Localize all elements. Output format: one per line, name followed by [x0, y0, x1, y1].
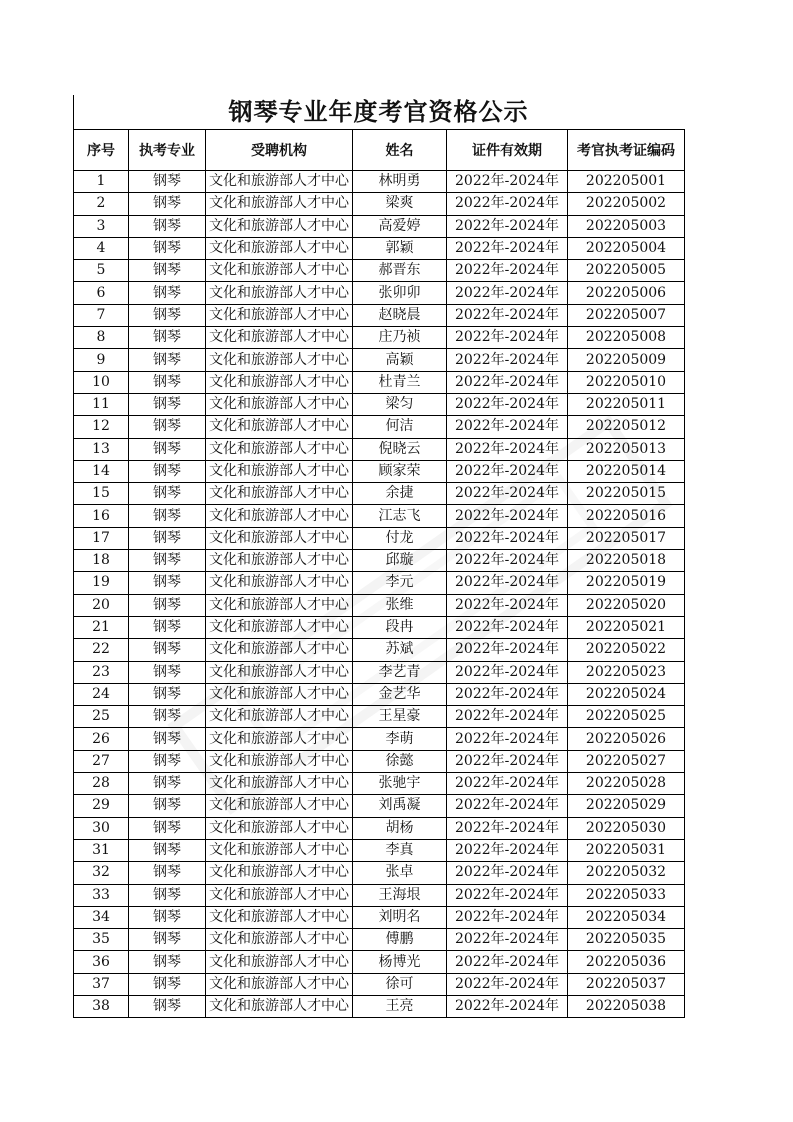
cell-major: 钢琴 [129, 750, 206, 772]
cell-organization: 文化和旅游部人才中心 [206, 438, 353, 460]
cell-organization: 文化和旅游部人才中心 [206, 215, 353, 237]
cell-validity: 2022年-2024年 [447, 951, 568, 973]
cell-major: 钢琴 [129, 460, 206, 482]
table-row [74, 951, 685, 973]
cell-serial: 32 [74, 862, 129, 884]
cell-name: 李萌 [353, 728, 447, 750]
cell-name: 江志飞 [353, 505, 447, 527]
cell-major: 钢琴 [129, 393, 206, 415]
cell-certificate-code: 202205026 [568, 728, 685, 750]
cell-organization: 文化和旅游部人才中心 [206, 795, 353, 817]
cell-serial: 26 [74, 728, 129, 750]
table-row [74, 773, 685, 795]
cell-name: 林明勇 [353, 171, 447, 193]
cell-name: 高爱婷 [353, 215, 447, 237]
cell-validity: 2022年-2024年 [447, 661, 568, 683]
cell-organization: 文化和旅游部人才中心 [206, 237, 353, 259]
table-row [74, 505, 685, 527]
cell-validity: 2022年-2024年 [447, 193, 568, 215]
table-row [74, 906, 685, 928]
cell-certificate-code: 202205020 [568, 594, 685, 616]
cell-validity: 2022年-2024年 [447, 906, 568, 928]
cell-major: 钢琴 [129, 193, 206, 215]
cell-major: 钢琴 [129, 438, 206, 460]
cell-serial: 36 [74, 951, 129, 973]
cell-name: 高颖 [353, 349, 447, 371]
cell-serial: 4 [74, 237, 129, 259]
cell-major: 钢琴 [129, 839, 206, 861]
cell-validity: 2022年-2024年 [447, 349, 568, 371]
cell-serial: 21 [74, 616, 129, 638]
cell-serial: 18 [74, 550, 129, 572]
cell-organization: 文化和旅游部人才中心 [206, 639, 353, 661]
cell-validity: 2022年-2024年 [447, 839, 568, 861]
cell-validity: 2022年-2024年 [447, 594, 568, 616]
table-row [74, 750, 685, 772]
table-row [74, 171, 685, 193]
cell-validity: 2022年-2024年 [447, 973, 568, 995]
table-row [74, 572, 685, 594]
table-row [74, 393, 685, 415]
cell-organization: 文化和旅游部人才中心 [206, 393, 353, 415]
cell-certificate-code: 202205013 [568, 438, 685, 460]
cell-serial: 30 [74, 817, 129, 839]
cell-serial: 28 [74, 773, 129, 795]
cell-certificate-code: 202205009 [568, 349, 685, 371]
table-row [74, 728, 685, 750]
cell-organization: 文化和旅游部人才中心 [206, 862, 353, 884]
cell-serial: 33 [74, 884, 129, 906]
cell-serial: 16 [74, 505, 129, 527]
cell-validity: 2022年-2024年 [447, 215, 568, 237]
header-serial: 序号 [74, 130, 129, 171]
cell-major: 钢琴 [129, 260, 206, 282]
cell-certificate-code: 202205029 [568, 795, 685, 817]
table-row [74, 371, 685, 393]
cell-name: 张驰宇 [353, 773, 447, 795]
cell-certificate-code: 202205035 [568, 929, 685, 951]
table-row [74, 616, 685, 638]
cell-name: 王海垠 [353, 884, 447, 906]
cell-validity: 2022年-2024年 [447, 371, 568, 393]
cell-certificate-code: 202205025 [568, 706, 685, 728]
cell-validity: 2022年-2024年 [447, 237, 568, 259]
cell-name: 王亮 [353, 995, 447, 1017]
cell-validity: 2022年-2024年 [447, 527, 568, 549]
cell-major: 钢琴 [129, 505, 206, 527]
cell-validity: 2022年-2024年 [447, 817, 568, 839]
cell-validity: 2022年-2024年 [447, 995, 568, 1017]
cell-major: 钢琴 [129, 304, 206, 326]
cell-organization: 文化和旅游部人才中心 [206, 973, 353, 995]
cell-name: 徐可 [353, 973, 447, 995]
cell-major: 钢琴 [129, 416, 206, 438]
cell-certificate-code: 202205037 [568, 973, 685, 995]
table-header-row [74, 130, 685, 171]
cell-major: 钢琴 [129, 929, 206, 951]
cell-name: 傅鹏 [353, 929, 447, 951]
cell-major: 钢琴 [129, 616, 206, 638]
cell-certificate-code: 202205003 [568, 215, 685, 237]
cell-organization: 文化和旅游部人才中心 [206, 929, 353, 951]
cell-serial: 29 [74, 795, 129, 817]
table-row [74, 884, 685, 906]
cell-serial: 37 [74, 973, 129, 995]
table-row [74, 304, 685, 326]
cell-organization: 文化和旅游部人才中心 [206, 505, 353, 527]
cell-validity: 2022年-2024年 [447, 460, 568, 482]
cell-name: 张卓 [353, 862, 447, 884]
cell-certificate-code: 202205034 [568, 906, 685, 928]
cell-major: 钢琴 [129, 817, 206, 839]
cell-validity: 2022年-2024年 [447, 750, 568, 772]
table-row [74, 639, 685, 661]
table-row [74, 795, 685, 817]
table-row [74, 527, 685, 549]
cell-validity: 2022年-2024年 [447, 393, 568, 415]
cell-name: 何洁 [353, 416, 447, 438]
cell-certificate-code: 202205031 [568, 839, 685, 861]
cell-major: 钢琴 [129, 527, 206, 549]
header-name: 姓名 [353, 130, 447, 171]
table-row [74, 862, 685, 884]
cell-major: 钢琴 [129, 728, 206, 750]
table-row [74, 683, 685, 705]
cell-certificate-code: 202205016 [568, 505, 685, 527]
cell-name: 王星豪 [353, 706, 447, 728]
cell-certificate-code: 202205011 [568, 393, 685, 415]
cell-major: 钢琴 [129, 639, 206, 661]
cell-certificate-code: 202205032 [568, 862, 685, 884]
cell-organization: 文化和旅游部人才中心 [206, 327, 353, 349]
cell-organization: 文化和旅游部人才中心 [206, 282, 353, 304]
cell-validity: 2022年-2024年 [447, 505, 568, 527]
cell-validity: 2022年-2024年 [447, 282, 568, 304]
cell-certificate-code: 202205007 [568, 304, 685, 326]
cell-name: 段冉 [353, 616, 447, 638]
cell-organization: 文化和旅游部人才中心 [206, 683, 353, 705]
cell-organization: 文化和旅游部人才中心 [206, 951, 353, 973]
table-row [74, 282, 685, 304]
cell-validity: 2022年-2024年 [447, 616, 568, 638]
cell-validity: 2022年-2024年 [447, 260, 568, 282]
cell-organization: 文化和旅游部人才中心 [206, 661, 353, 683]
cell-name: 苏斌 [353, 639, 447, 661]
cell-certificate-code: 202205010 [568, 371, 685, 393]
cell-organization: 文化和旅游部人才中心 [206, 304, 353, 326]
cell-name: 李真 [353, 839, 447, 861]
cell-major: 钢琴 [129, 237, 206, 259]
header-major: 执考专业 [129, 130, 206, 171]
cell-organization: 文化和旅游部人才中心 [206, 706, 353, 728]
cell-organization: 文化和旅游部人才中心 [206, 371, 353, 393]
cell-serial: 5 [74, 260, 129, 282]
cell-certificate-code: 202205008 [568, 327, 685, 349]
cell-certificate-code: 202205019 [568, 572, 685, 594]
cell-validity: 2022年-2024年 [447, 483, 568, 505]
table-row [74, 817, 685, 839]
cell-serial: 11 [74, 393, 129, 415]
cell-validity: 2022年-2024年 [447, 639, 568, 661]
cell-certificate-code: 202205033 [568, 884, 685, 906]
table-row [74, 260, 685, 282]
cell-validity: 2022年-2024年 [447, 929, 568, 951]
cell-organization: 文化和旅游部人才中心 [206, 906, 353, 928]
cell-serial: 27 [74, 750, 129, 772]
cell-name: 余捷 [353, 483, 447, 505]
cell-serial: 14 [74, 460, 129, 482]
cell-serial: 10 [74, 371, 129, 393]
cell-validity: 2022年-2024年 [447, 171, 568, 193]
cell-major: 钢琴 [129, 550, 206, 572]
cell-certificate-code: 202205018 [568, 550, 685, 572]
cell-serial: 2 [74, 193, 129, 215]
table-row [74, 929, 685, 951]
cell-certificate-code: 202205024 [568, 683, 685, 705]
cell-organization: 文化和旅游部人才中心 [206, 728, 353, 750]
cell-name: 杜青兰 [353, 371, 447, 393]
cell-serial: 13 [74, 438, 129, 460]
table-row [74, 460, 685, 482]
cell-name: 庄乃祯 [353, 327, 447, 349]
table-row [74, 973, 685, 995]
cell-name: 刘禹凝 [353, 795, 447, 817]
table-row [74, 706, 685, 728]
cell-major: 钢琴 [129, 371, 206, 393]
cell-organization: 文化和旅游部人才中心 [206, 884, 353, 906]
cell-validity: 2022年-2024年 [447, 550, 568, 572]
cell-serial: 20 [74, 594, 129, 616]
cell-organization: 文化和旅游部人才中心 [206, 527, 353, 549]
cell-serial: 8 [74, 327, 129, 349]
cell-certificate-code: 202205030 [568, 817, 685, 839]
cell-organization: 文化和旅游部人才中心 [206, 817, 353, 839]
cell-certificate-code: 202205021 [568, 616, 685, 638]
cell-major: 钢琴 [129, 995, 206, 1017]
cell-organization: 文化和旅游部人才中心 [206, 416, 353, 438]
cell-serial: 15 [74, 483, 129, 505]
cell-serial: 19 [74, 572, 129, 594]
header-validity: 证件有效期 [447, 130, 568, 171]
cell-name: 徐懿 [353, 750, 447, 772]
cell-validity: 2022年-2024年 [447, 416, 568, 438]
cell-organization: 文化和旅游部人才中心 [206, 594, 353, 616]
cell-major: 钢琴 [129, 973, 206, 995]
cell-organization: 文化和旅游部人才中心 [206, 460, 353, 482]
cell-validity: 2022年-2024年 [447, 795, 568, 817]
cell-certificate-code: 202205015 [568, 483, 685, 505]
cell-name: 赵晓晨 [353, 304, 447, 326]
cell-major: 钢琴 [129, 683, 206, 705]
cell-certificate-code: 202205038 [568, 995, 685, 1017]
cell-major: 钢琴 [129, 773, 206, 795]
cell-validity: 2022年-2024年 [447, 304, 568, 326]
cell-serial: 31 [74, 839, 129, 861]
cell-serial: 7 [74, 304, 129, 326]
header-organization: 受聘机构 [206, 130, 353, 171]
cell-major: 钢琴 [129, 572, 206, 594]
cell-organization: 文化和旅游部人才中心 [206, 572, 353, 594]
cell-serial: 9 [74, 349, 129, 371]
cell-certificate-code: 202205036 [568, 951, 685, 973]
cell-major: 钢琴 [129, 594, 206, 616]
page-title: 钢琴专业年度考官资格公示 [228, 97, 529, 126]
cell-certificate-code: 202205012 [568, 416, 685, 438]
cell-certificate-code: 202205001 [568, 171, 685, 193]
cell-name: 胡杨 [353, 817, 447, 839]
table-row [74, 550, 685, 572]
cell-major: 钢琴 [129, 327, 206, 349]
cell-major: 钢琴 [129, 483, 206, 505]
cell-serial: 24 [74, 683, 129, 705]
cell-major: 钢琴 [129, 951, 206, 973]
cell-major: 钢琴 [129, 884, 206, 906]
examiner-table [73, 129, 685, 1018]
cell-organization: 文化和旅游部人才中心 [206, 995, 353, 1017]
cell-validity: 2022年-2024年 [447, 728, 568, 750]
table-row [74, 594, 685, 616]
cell-serial: 12 [74, 416, 129, 438]
cell-validity: 2022年-2024年 [447, 683, 568, 705]
cell-organization: 文化和旅游部人才中心 [206, 750, 353, 772]
cell-name: 梁匀 [353, 393, 447, 415]
cell-major: 钢琴 [129, 862, 206, 884]
cell-validity: 2022年-2024年 [447, 327, 568, 349]
cell-name: 金艺华 [353, 683, 447, 705]
table-row [74, 349, 685, 371]
cell-serial: 22 [74, 639, 129, 661]
cell-validity: 2022年-2024年 [447, 706, 568, 728]
cell-name: 李元 [353, 572, 447, 594]
cell-certificate-code: 202205027 [568, 750, 685, 772]
cell-validity: 2022年-2024年 [447, 884, 568, 906]
cell-serial: 25 [74, 706, 129, 728]
cell-certificate-code: 202205002 [568, 193, 685, 215]
cell-serial: 35 [74, 929, 129, 951]
cell-certificate-code: 202205014 [568, 460, 685, 482]
cell-major: 钢琴 [129, 906, 206, 928]
cell-serial: 3 [74, 215, 129, 237]
cell-serial: 17 [74, 527, 129, 549]
cell-certificate-code: 202205023 [568, 661, 685, 683]
cell-serial: 34 [74, 906, 129, 928]
cell-major: 钢琴 [129, 795, 206, 817]
cell-name: 顾家荣 [353, 460, 447, 482]
table-row [74, 193, 685, 215]
cell-serial: 1 [74, 171, 129, 193]
table-row [74, 995, 685, 1017]
cell-organization: 文化和旅游部人才中心 [206, 349, 353, 371]
cell-organization: 文化和旅游部人才中心 [206, 616, 353, 638]
cell-validity: 2022年-2024年 [447, 438, 568, 460]
cell-serial: 38 [74, 995, 129, 1017]
table-row [74, 215, 685, 237]
cell-organization: 文化和旅游部人才中心 [206, 193, 353, 215]
cell-major: 钢琴 [129, 661, 206, 683]
cell-serial: 23 [74, 661, 129, 683]
cell-name: 郭颖 [353, 237, 447, 259]
table-row [74, 438, 685, 460]
cell-name: 李艺青 [353, 661, 447, 683]
cell-name: 刘明名 [353, 906, 447, 928]
cell-serial: 6 [74, 282, 129, 304]
cell-organization: 文化和旅游部人才中心 [206, 550, 353, 572]
cell-validity: 2022年-2024年 [447, 572, 568, 594]
cell-major: 钢琴 [129, 349, 206, 371]
cell-major: 钢琴 [129, 171, 206, 193]
cell-name: 付龙 [353, 527, 447, 549]
cell-validity: 2022年-2024年 [447, 773, 568, 795]
header-certificate-code: 考官执考证编码 [568, 130, 685, 171]
cell-validity: 2022年-2024年 [447, 862, 568, 884]
cell-certificate-code: 202205005 [568, 260, 685, 282]
cell-name: 郝晋东 [353, 260, 447, 282]
cell-name: 杨博光 [353, 951, 447, 973]
cell-organization: 文化和旅游部人才中心 [206, 773, 353, 795]
table-row [74, 416, 685, 438]
cell-certificate-code: 202205006 [568, 282, 685, 304]
cell-certificate-code: 202205004 [568, 237, 685, 259]
table-row [74, 327, 685, 349]
cell-organization: 文化和旅游部人才中心 [206, 171, 353, 193]
cell-major: 钢琴 [129, 282, 206, 304]
cell-organization: 文化和旅游部人才中心 [206, 839, 353, 861]
cell-certificate-code: 202205017 [568, 527, 685, 549]
table-row [74, 661, 685, 683]
cell-name: 张维 [353, 594, 447, 616]
cell-organization: 文化和旅游部人才中心 [206, 260, 353, 282]
cell-certificate-code: 202205028 [568, 773, 685, 795]
cell-name: 邱璇 [353, 550, 447, 572]
cell-name: 倪晓云 [353, 438, 447, 460]
cell-name: 梁爽 [353, 193, 447, 215]
cell-name: 张卯卯 [353, 282, 447, 304]
table-row [74, 483, 685, 505]
table-row [74, 839, 685, 861]
cell-major: 钢琴 [129, 706, 206, 728]
cell-organization: 文化和旅游部人才中心 [206, 483, 353, 505]
table-row [74, 237, 685, 259]
cell-major: 钢琴 [129, 215, 206, 237]
cell-certificate-code: 202205022 [568, 639, 685, 661]
